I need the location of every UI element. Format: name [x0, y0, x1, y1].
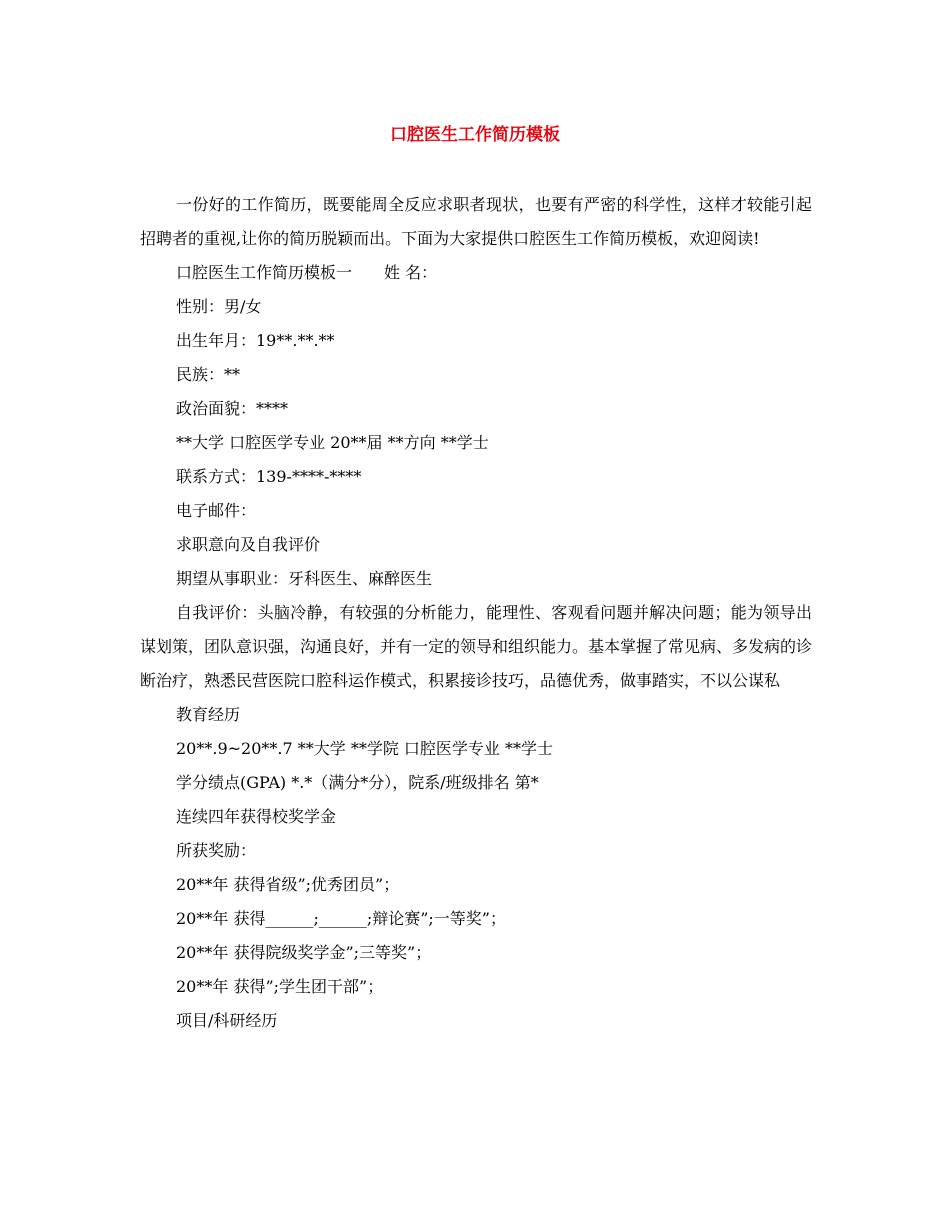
ethnicity-line: 民族：**	[176, 365, 241, 384]
document-body	[140, 188, 812, 1038]
political-status-line: 政治面貌：****	[176, 399, 289, 418]
desired-job-line: 期望从事职业：牙科医生、麻醉医生	[176, 569, 433, 588]
education-entry-line: 20**.9~20**.7 **大学 **学院 口腔医学专业 **学士	[176, 739, 554, 758]
objective-section-heading: 求职意向及自我评价	[176, 535, 321, 554]
gender-line: 性别：男/女	[176, 297, 262, 316]
award-item: 20**年 获得院级奖学金”;三等奖”；	[176, 943, 432, 962]
document-title: 口腔医生工作简历模板	[390, 125, 560, 145]
awards-heading: 所获奖励：	[176, 841, 257, 860]
education-summary-line: **大学 口腔医学专业 20**届 **方向 **学士	[176, 433, 489, 452]
education-section-heading: 教育经历	[176, 705, 241, 724]
award-item: 20**年 获得”;学生团干部”；	[176, 977, 384, 996]
award-item: 20**年 获得省级”;优秀团员”；	[176, 875, 400, 894]
gpa-line: 学分绩点(GPA) *.*（满分*分），院系/班级排名 第*	[176, 773, 539, 792]
resume-heading-line: 口腔医生工作简历模板一 姓 名：	[176, 263, 438, 282]
projects-section-heading: 项目/科研经历	[176, 1011, 278, 1030]
self-evaluation-paragraph: 自我评价：头脑冷静，有较强的分析能力，能理性、客观看问题并解决问题；能为领导出谋划策，团队意识强，沟通良好，并有一定的领导和组织能力。基本掌握了常见病、多发病的诊断治疗，熟悉民营医院口腔科运作模式，积累接诊技巧，品德优秀，做事踏实，不以公谋私	[140, 603, 813, 690]
intro-paragraph: 一份好的工作简历，既要能周全反应求职者现状，也要有严密的科学性，这样才较能引起招聘者的重视,让你的简历脱颖而出。下面为大家提供口腔医生工作简历模板，欢迎阅读!	[140, 195, 812, 248]
email-line: 电子邮件：	[176, 501, 257, 520]
award-item: 20**年 获得______;______;辩论赛”;一等奖”；	[176, 909, 506, 928]
birth-date-line: 出生年月：19**.**.**	[176, 331, 335, 350]
scholarship-line: 连续四年获得校奖学金	[176, 807, 337, 826]
contact-line: 联系方式：139-****-****	[176, 467, 362, 486]
